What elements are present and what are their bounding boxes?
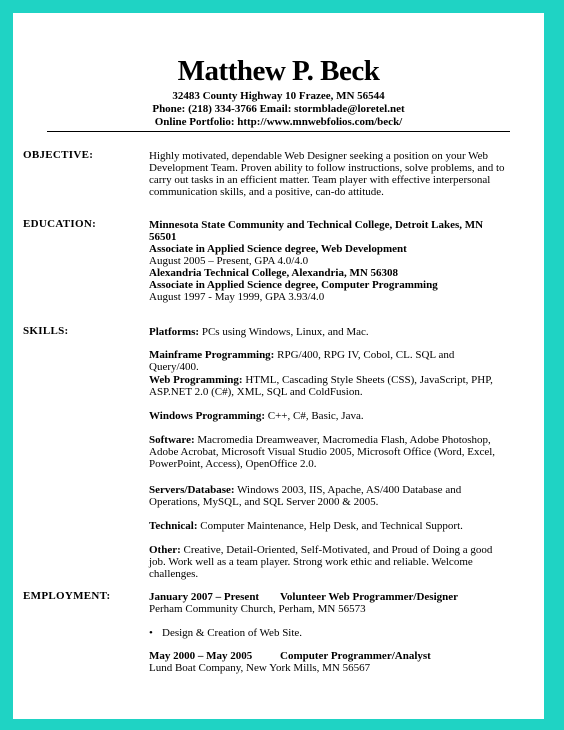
contact-phone-email: Phone: (218) 334-3766 Email: stormblade@loretel.net (152, 103, 405, 115)
job-title: Computer Programmer/Analyst (280, 650, 431, 662)
skill-text: Macromedia Dreamweaver, Macromedia Flash, Adobe Photoshop, Adobe Acrobat, Microsoft Visual Studio 2005, Microsoft Office (Word, Excel, PowerPoint, Access), OpenOffice 2.0. (149, 434, 496, 470)
header-divider (47, 131, 510, 132)
skill-item (149, 410, 505, 422)
skill-text: C++, C#, Basic, Java. (265, 410, 364, 422)
bullet-dot: • (149, 627, 153, 639)
education-dates: August 1997 - May 1999, GPA 3.93/4.0 (149, 291, 325, 303)
skill-label: Servers/Database: (149, 484, 235, 496)
skill-label: Platforms: (149, 326, 200, 338)
contact-address: 32483 County Highway 10 Frazee, MN 56544 (172, 90, 385, 102)
skill-label: Windows Programming: (149, 410, 266, 422)
skill-text: Creative, Detail-Oriented, Self-Motivated, and Proud of Doing a good job. Work well as a team player. Strong work ethic and reliable. Welcome challenges. (149, 544, 493, 580)
job-dates: May 2000 – May 2005 (149, 650, 253, 662)
skill-item (149, 520, 505, 532)
degree: Associate in Applied Science degree, Computer Programming (149, 279, 438, 291)
education-entry (149, 267, 505, 303)
job-dates: January 2007 – Present (149, 591, 260, 603)
contact-portfolio: Online Portfolio: http://www.mnwebfolios.com/beck/ (154, 116, 403, 128)
skill-item (149, 374, 505, 398)
skills-heading: SKILLS: (23, 325, 69, 337)
degree: Associate in Applied Science degree, Web Development (149, 243, 407, 255)
education-entry (149, 219, 505, 267)
job-title: Volunteer Web Programmer/Designer (280, 591, 459, 603)
job-employer: Perham Community Church, Perham, MN 56573 (149, 603, 366, 615)
skill-item (149, 484, 505, 508)
employment-heading: EMPLOYMENT: (23, 590, 111, 602)
education-heading: EDUCATION: (23, 218, 97, 230)
job-employer: Lund Boat Company, New York Mills, MN 56567 (149, 662, 371, 674)
objective-heading: OBJECTIVE: (23, 149, 94, 161)
skill-text: Windows 2003, IIS, Apache, AS/400 Database and Operations, MySQL, and SQL Server 2000 & 2005. (149, 484, 462, 508)
school-name: Alexandria Technical College, Alexandria, MN 56308 (149, 267, 399, 279)
skill-text: HTML, Cascading Style Sheets (CSS), JavaScript, PHP, ASP.NET 2.0 (C#), XML, SQL and ColdFusion. (149, 374, 493, 398)
skill-label: Mainframe Programming: (149, 349, 275, 361)
education-dates: August 2005 – Present, GPA 4.0/4.0 (149, 255, 309, 267)
skill-text: RPG/400, RPG IV, Cobol, CL. SQL and Query/400. (149, 349, 455, 373)
skill-item (149, 326, 505, 338)
skill-label: Web Programming: (149, 374, 243, 386)
objective-text: Highly motivated, dependable Web Designer seeking a position on your Web Development Team. Proven ability to follow instructions, solve problems, and to carry out tasks in an efficient matter. Team player with effective interpersonal communication skills, and a positive, can-do attitude. (149, 150, 505, 198)
job-bullet: Design & Creation of Web Site. (162, 627, 303, 639)
skill-text: Computer Maintenance, Help Desk, and Technical Support. (197, 520, 463, 532)
skill-label: Other: (149, 544, 181, 556)
skill-item (149, 544, 505, 580)
resume-name: Matthew P. Beck (177, 55, 380, 87)
school-name: Minnesota State Community and Technical College, Detroit Lakes, MN 56501 (149, 219, 484, 243)
skill-item (149, 349, 505, 373)
resume-page (13, 13, 544, 719)
skill-item (149, 434, 505, 470)
skill-label: Software: (149, 434, 195, 446)
skill-text: PCs using Windows, Linux, and Mac. (199, 326, 369, 338)
skill-label: Technical: (149, 520, 198, 532)
